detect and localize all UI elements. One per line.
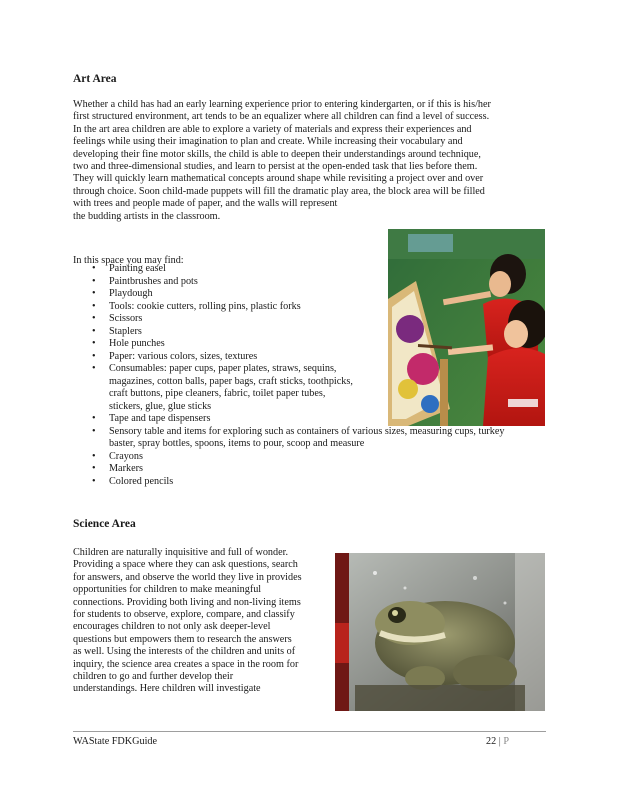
list-item-text: • Scissors (109, 313, 143, 324)
find-intro: In this space you may find: (73, 255, 184, 266)
paragraph-line: Children are naturally inquisitive and full of wonder. (73, 547, 289, 558)
list-item-text: stickers, glue, glue sticks (109, 400, 212, 412)
list-item-text: • Painting easel (109, 263, 166, 274)
list-item-text: • Consumables: paper cups, paper plates, straws, sequins, (109, 363, 337, 374)
frog-terrarium-photo (335, 553, 545, 711)
list-item (92, 326, 505, 339)
page-separator: | (498, 736, 501, 747)
paragraph-line: for answers, and observe the world they live in provides (73, 571, 302, 583)
paragraph-line: Providing a space where they can ask questions, search (73, 559, 298, 571)
list-item (92, 413, 505, 426)
paragraph-line: the budding artists in the classroom. (73, 210, 221, 222)
paragraph-line: with trees and people made of paper, and the walls will represent (73, 198, 338, 210)
paragraph-line: developing their fine motor skills, the child is able to deepen their understandings around technique, (73, 148, 481, 160)
paragraph-line: for students to observe, explore, compare, and classify (73, 609, 295, 621)
science-area-paragraph (73, 547, 325, 696)
paragraph-line: feelings while using their imagination to plan and create. While increasing their vocabulary and (73, 136, 463, 148)
list-item-text: magazines, cotton balls, paper bags, craft sticks, toothpicks, (109, 375, 353, 387)
paragraph-line: connections. Providing both living and non‐living items (73, 596, 301, 608)
paragraph-line: They will quickly learn mathematical concepts around shape while revisiting a project over and over (73, 173, 484, 185)
list-item-text: • Crayons (109, 450, 143, 462)
list-item-text: • Markers (109, 463, 143, 474)
paragraph-line: inquiry, the science area creates a space in the room for (73, 658, 299, 670)
page-label: P (503, 736, 509, 747)
paragraph-line: opportunities for children to make meaningful (73, 584, 262, 596)
science-area-heading: Science Area (73, 518, 136, 530)
list-item-text: • Paper: various colors, sizes, textures (109, 350, 258, 362)
paragraph-line: questions but empowers them to research the answers (73, 633, 292, 645)
paragraph-line: Whether a child has had an early learning experience prior to entering kindergarten, or if this is his/her (73, 99, 491, 110)
footer-guide-title: WAState FDKGuide (73, 736, 158, 747)
list-item (92, 351, 505, 364)
art-area-heading: Art Area (73, 73, 117, 85)
list-item-text: • Tape and tape dispensers (109, 413, 211, 424)
paragraph-line: first structured environment, art tends to be an equalizer where all children can find a level of success. (73, 111, 490, 123)
paragraph-line: encourages children to not only ask deeper‐level (73, 621, 271, 633)
list-item (92, 476, 505, 489)
list-item (92, 463, 505, 476)
list-item (92, 288, 505, 301)
list-item-text: baster, spray bottles, spoons, items to pour, scoop and measure (109, 438, 365, 449)
list-item-text: craft buttons, pipe cleaners, fabric, toilet paper tubes, (109, 388, 326, 399)
footer-rule (73, 731, 546, 732)
page-number: 22 (486, 736, 497, 747)
list-item (92, 338, 505, 351)
paragraph-line: understandings. Here children will investigate (73, 683, 261, 695)
paragraph-line: as well. Using the interests of the children and units of (73, 646, 296, 658)
list-item (92, 313, 505, 326)
art-materials-list (92, 263, 505, 488)
list-item-text: • Staplers (109, 325, 142, 337)
list-item-text: • Colored pencils (109, 475, 174, 487)
list-item (92, 263, 505, 276)
paragraph-line: through choice. Soon child‐made puppets will fill the dramatic play area, the block area will be filled (73, 185, 485, 197)
footer-page-number (486, 736, 509, 747)
list-item-text: • Paintbrushes and pots (109, 275, 198, 287)
list-item-text: • Tools: cookie cutters, rolling pins, plastic forks (109, 300, 301, 312)
list-item-text: • Sensory table and items for exploring such as containers of various sizes, measuring cups, turkey (109, 425, 505, 437)
art-area-paragraph (73, 99, 546, 223)
list-item (92, 301, 505, 314)
paragraph-line: children to go and further develop their (73, 671, 234, 683)
paragraph-line: two and three‐dimensional studies, and learn to persist at the open‐ended task that lies before them. (73, 161, 478, 173)
list-item-text: • Playdough (109, 288, 153, 299)
list-item (92, 363, 505, 413)
list-item (92, 451, 505, 464)
list-item (92, 426, 505, 451)
list-item (92, 276, 505, 289)
list-item-text: • Hole punches (109, 338, 165, 349)
paragraph-line: In the art area children are able to explore a variety of materials and express their experiences and (73, 123, 472, 135)
